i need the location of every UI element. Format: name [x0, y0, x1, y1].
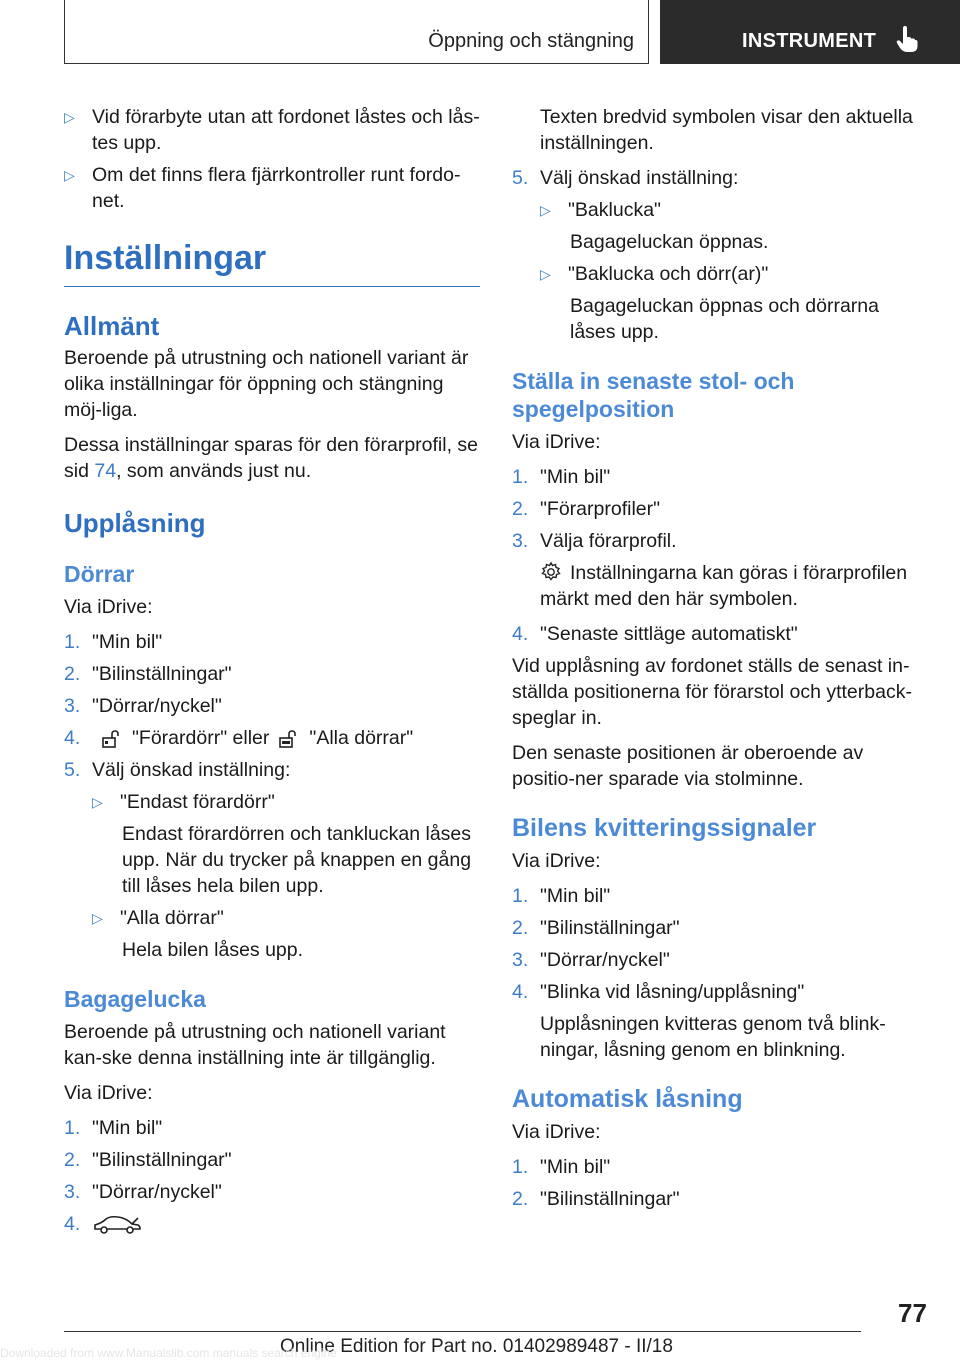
heading-allmant: Allmänt: [64, 311, 160, 341]
option-item: ▷ "Alla dörrar": [92, 907, 224, 929]
list-item: 2. "Bilinställningar": [64, 663, 232, 685]
triangle-bullet-icon: ▷: [540, 202, 551, 218]
right-column: [512, 104, 926, 1218]
unlock-driver-door-icon: [100, 729, 124, 749]
footer-edition: Online Edition for Part no. 01402989487 - II/18: [280, 1336, 673, 1357]
list-item: 2. "Bilinställningar": [64, 1149, 232, 1171]
triangle-bullet-icon: ▷: [92, 794, 103, 810]
option-description: Endast förardörren och tankluckan låses upp. När du trycker på knappen en gång till låses hela bilen upp.: [122, 823, 472, 897]
list-item: 5. Välj önskad inställning:: [512, 167, 739, 189]
list-item: ▷ Vid förarbyte utan att fordonet låstes och lås-tes upp.: [64, 106, 480, 154]
option-description: Bagageluckan öppnas och dörrarna låses upp.: [570, 295, 879, 343]
profile-note: Inställningarna kan göras i förarprofilen märkt med den här symbolen.: [540, 562, 908, 610]
list-item: 4. "Förardörr" eller "Alla dörrar": [64, 727, 414, 749]
via-label: Via iDrive:: [64, 1082, 153, 1104]
list-item: 1. "Min bil": [512, 1156, 611, 1178]
list-item: 3. Välja förarprofil.: [512, 530, 677, 552]
list-item: 1. "Min bil": [512, 885, 611, 907]
paragraph: Vid upplåsning av fordonet ställs de senast in-ställda positionerna för förarstol och ytterback-speglar in.: [512, 655, 912, 729]
list-item: 2. "Bilinställningar": [512, 1188, 680, 1210]
option-item: ▷ "Endast förardörr": [92, 791, 275, 813]
paragraph: Texten bredvid symbolen visar den aktuella inställningen.: [540, 106, 913, 154]
heading-dorrar: Dörrar: [64, 561, 135, 587]
via-label: Via iDrive:: [64, 596, 153, 618]
option-description: Hela bilen låses upp.: [122, 939, 304, 961]
list-item: 4. "Blinka vid låsning/upplåsning": [512, 981, 805, 1003]
triangle-bullet-icon: ▷: [64, 167, 75, 183]
paragraph: Beroende på utrustning och nationell variant kan-ske denna inställning inte är tillgänglig.: [64, 1021, 446, 1069]
option-item: ▷ "Baklucka": [540, 199, 661, 221]
footer-divider: [64, 1331, 861, 1332]
page-number: 77: [898, 1298, 927, 1328]
list-item: 3. "Dörrar/nyckel": [64, 695, 222, 717]
list-item: 4.: [64, 1211, 480, 1237]
pointing-hand-icon: [896, 26, 918, 52]
paragraph: Beroende på utrustning och nationell variant är olika inställningar för öppning och stängning möj-liga.: [64, 347, 469, 421]
list-item: 5. Välj önskad inställning:: [64, 759, 291, 781]
via-label: Via iDrive:: [512, 1121, 601, 1143]
page-link[interactable]: 74: [94, 460, 117, 482]
list-item: 4. "Senaste sittläge automatiskt": [512, 623, 798, 645]
list-item: 3. "Dörrar/nyckel": [64, 1181, 222, 1203]
heading-bagagelucka: Bagagelucka: [64, 986, 206, 1012]
left-column: [64, 104, 480, 1243]
heading-stalla-in: Ställa in senaste stol- och spegelposition: [512, 368, 795, 422]
header-chapter-tab: [660, 0, 960, 64]
list-item: 2. "Bilinställningar": [512, 917, 680, 939]
gear-icon: [540, 561, 562, 583]
list-item: ▷ Om det finns flera fjärrkontroller runt fordo-net.: [64, 164, 461, 212]
paragraph: Dessa inställningar sparas för den förarprofil, se sid 74, som används just nu.: [64, 434, 479, 482]
paragraph: Den senaste positionen är oberoende av positio-ner sparade via stolminne.: [512, 742, 864, 790]
triangle-bullet-icon: ▷: [540, 266, 551, 282]
via-label: Via iDrive:: [512, 850, 601, 872]
via-label: Via iDrive:: [512, 431, 601, 453]
triangle-bullet-icon: ▷: [64, 109, 75, 125]
heading-installningar: Inställningar: [64, 238, 480, 287]
list-item: 1. "Min bil": [64, 631, 163, 653]
header-chapter-title: INSTRUMENT: [742, 30, 877, 52]
header-section-title: Öppning och stängning: [428, 30, 634, 52]
header-section-tab: [64, 0, 649, 64]
list-item: 1. "Min bil": [64, 1117, 163, 1139]
triangle-bullet-icon: ▷: [92, 910, 103, 926]
heading-automatisk-lasning: Automatisk låsning: [512, 1085, 743, 1113]
option-description: Bagageluckan öppnas.: [570, 231, 769, 253]
unlock-all-doors-icon: [277, 729, 301, 749]
list-item: 2. "Förarprofiler": [512, 498, 661, 520]
heading-upplasning: Upplåsning: [64, 508, 206, 538]
paragraph: Upplåsningen kvitteras genom två blink-ningar, låsning genom en blinkning.: [540, 1013, 886, 1061]
list-item: 1. "Min bil": [512, 466, 611, 488]
car-trunk-icon: [92, 1214, 142, 1236]
heading-kvitteringssignaler: Bilens kvitteringssignaler: [512, 814, 817, 842]
list-item: 3. "Dörrar/nyckel": [512, 949, 670, 971]
option-item: ▷ "Baklucka och dörr(ar)": [540, 263, 769, 285]
watermark: Downloaded from www.Manualslib.com manuals search engine: [0, 1346, 337, 1360]
